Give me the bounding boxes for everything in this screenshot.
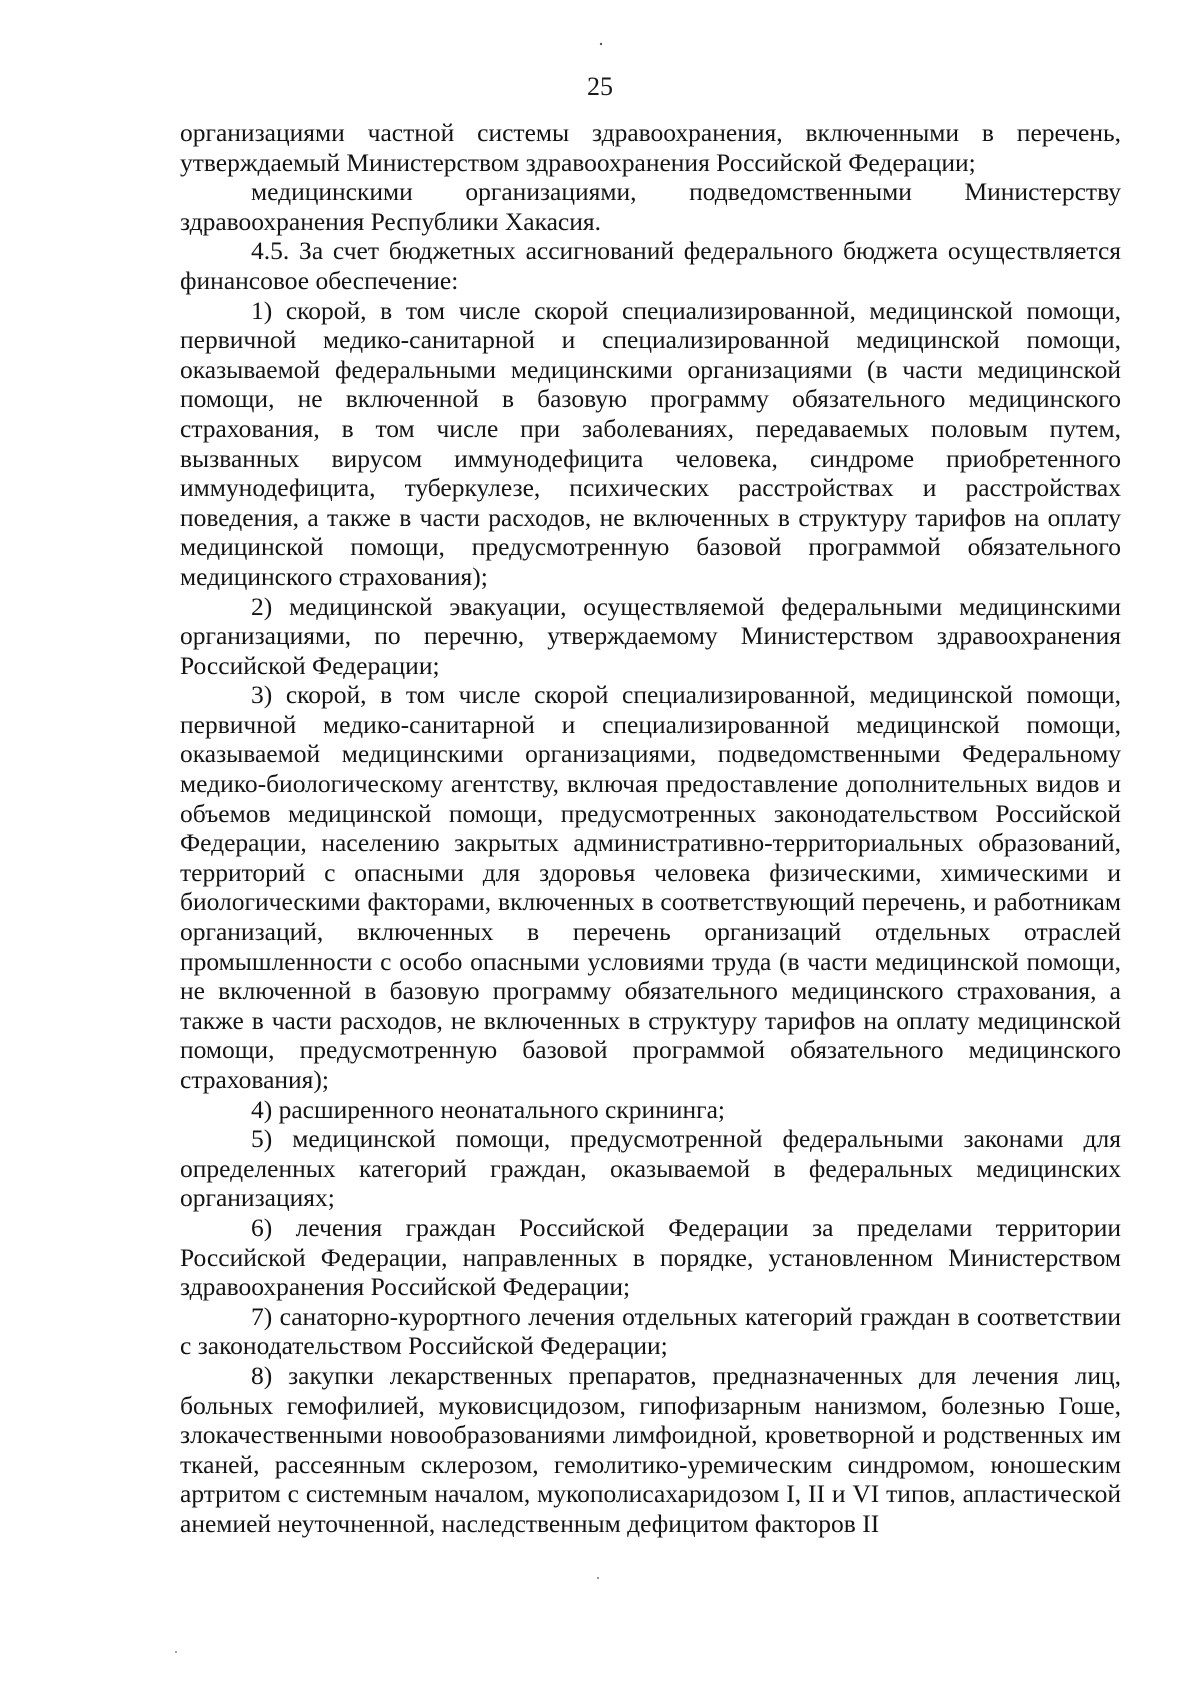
document-body [180,118,1121,1539]
list-item-5: 5) медицинской помощи, предусмотренной федеральными законами для определенных категорий граждан, оказываемой в федеральных медицинских организациях; [180,1124,1121,1213]
scan-speck [600,43,602,45]
list-item-8: 8) закупки лекарственных препаратов, предназначенных для лечения лиц, больных гемофилией, муковисцидозом, гипофизарным нанизмом, болезнью Гоше, злокачественными новообразованиями лимфоидной, кроветворной и родственных им тканей, рассеянным склерозом, гемолитико-уремическим синдромом, юношеским артритом с системным началом, мукополисахаридозом I, II и VI типов, апластической анемией неуточненной, наследственным дефицитом факторов II [180,1360,1121,1538]
list-item-1: 1) скорой, в том числе скорой специализированной, медицинской помощи, первичной медико-санитарной и специализированной медицинской помощи, оказываемой федеральными медицинскими организациями (в части медицинской помощи, не включенной в базовую программу обязательного медицинского страхования, в том числе при заболеваниях, передаваемых половым путем, вызванных вирусом иммунодефицита человека, синдроме приобретенного иммунодефицита, туберкулезе, психических расстройствах и расстройствах поведения, а также в части расходов, не включенных в структуру тарифов на оплату медицинской помощи, предусмотренную базовой программой обязательного медицинского страхования); [180,295,1121,591]
list-item-7: 7) санаторно-курортного лечения отдельных категорий граждан в соответствии с законодательством Российской Федерации; [180,1301,1121,1361]
paragraph-subordinate-orgs: медицинскими организациями, подведомственными Министерству здравоохранения Республики Хакасия. [180,177,1121,236]
scan-speck [175,1651,177,1653]
scan-speck [597,1577,599,1579]
paragraph-continuation: организациями частной системы здравоохранения, включенными в перечень, утверждаемый Министерством здравоохранения Российской Федерации; [180,118,1121,177]
list-item-2: 2) медицинской эвакуации, осуществляемой федеральными медицинскими организациями, по перечню, утверждаемому Министерством здравоохранения Российской Федерации; [180,591,1121,680]
list-item-3: 3) скорой, в том числе скорой специализированной, медицинской помощи, первичной медико-санитарной и специализированной медицинской помощи, оказываемой медицинскими организациями, подведомственными Федеральному медико-биологическому агентству, включая предоставление дополнительных видов и объемов медицинской помощи, предусмотренных законодательством Российской Федерации, населению закрытых административно-территориальных образований, территорий с опасными для здоровья человека физическими, химическими и биологическими факторами, включенных в соответствующий перечень, и работникам организаций, включенных в перечень организаций отдельных отраслей промышленности с особо опасными условиями труда (в части медицинской помощи, не включенной в базовую программу обязательного медицинского страхования, а также в части расходов, не включенных в структуру тарифов на оплату медицинской помощи, предусмотренную базовой программой обязательного медицинского страхования); [180,680,1121,1094]
list-item-4: 4) расширенного неонатального скрининга; [251,1094,725,1124]
page-number: 25 [587,72,613,101]
list-item-6: 6) лечения граждан Российской Федерации за пределами территории Российской Федерации, направленных в порядке, установленном Министерством здравоохранения Российской Федерации; [180,1212,1121,1302]
paragraph-4-5-heading: 4.5. За счет бюджетных ассигнований федерального бюджета осуществляется финансовое обеспечение: [180,236,1121,295]
